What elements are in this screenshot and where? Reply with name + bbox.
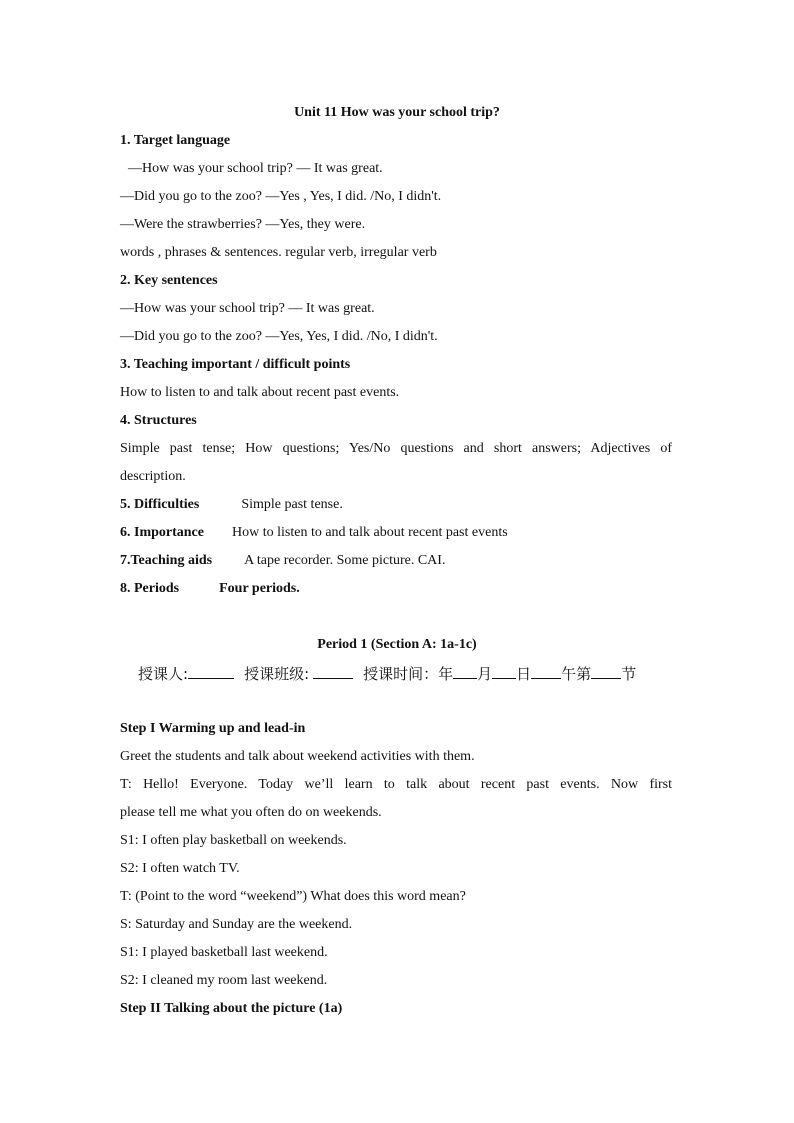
- text-line: S: Saturday and Sunday are the weekend.: [120, 917, 353, 932]
- section-heading: 1. Target language: [120, 133, 231, 148]
- class-blank: [313, 663, 353, 679]
- section-value: How to listen to and talk about recent past events: [232, 525, 508, 540]
- section-label: 5. Difficulties: [120, 497, 200, 512]
- section-heading: 4. Structures: [120, 413, 197, 428]
- text-line: —Were the strawberries? —Yes, they were.: [120, 217, 366, 232]
- section-label: 7.Teaching aids: [120, 553, 213, 568]
- section-label: 6. Importance: [120, 525, 204, 540]
- teacher-blank: [188, 663, 234, 679]
- section-heading: 2. Key sentences: [120, 273, 218, 288]
- session-label: 节: [621, 665, 637, 683]
- class-label: 授课班级:: [244, 665, 310, 683]
- difficulties-row: [120, 495, 343, 515]
- section-heading: 3. Teaching important / difficult points: [120, 357, 351, 372]
- section-value: A tape recorder. Some picture. CAI.: [244, 553, 446, 568]
- section-value: Simple past tense.: [241, 497, 343, 512]
- month-label: 月: [477, 665, 493, 683]
- noon-label: 午第: [561, 665, 592, 683]
- text-line: Greet the students and talk about weekend activities with them.: [120, 749, 475, 764]
- text-line: T: (Point to the word “weekend”) What does this word mean?: [120, 889, 466, 904]
- text-line: S2: I often watch TV.: [120, 861, 240, 876]
- step-heading: Step II Talking about the picture (1a): [120, 1001, 343, 1016]
- periods-row: [120, 579, 300, 599]
- importance-row: [120, 523, 508, 543]
- text-line: Simple past tense; How questions; Yes/No questions and short answers; Adjectives of: [120, 441, 672, 456]
- day-label: 日: [516, 665, 532, 683]
- teaching-aids-row: [120, 551, 445, 571]
- text-line: —How was your school trip? — It was great.: [120, 301, 375, 316]
- month-blank: [453, 663, 477, 679]
- text-line: S1: I played basketball last weekend.: [120, 945, 328, 960]
- teacher-label: 授课人:: [138, 665, 189, 683]
- text-line: S2: I cleaned my room last weekend.: [120, 973, 328, 988]
- day-blank: [492, 663, 516, 679]
- section-label: 8. Periods: [120, 581, 180, 596]
- text-line: words , phrases & sentences. regular verb, irregular verb: [120, 245, 437, 260]
- lesson-info-row: [138, 663, 636, 684]
- text-line: —Did you go to the zoo? —Yes, Yes, I did. /No, I didn't.: [120, 329, 438, 344]
- text-line: please tell me what you often do on weekends.: [120, 805, 382, 820]
- doc-title: Unit 11 How was your school trip?: [294, 105, 500, 120]
- step-heading: Step I Warming up and lead-in: [120, 721, 306, 736]
- text-line: —How was your school trip? — It was great.: [128, 161, 383, 176]
- session-blank: [591, 663, 621, 679]
- section-value: Four periods.: [219, 581, 300, 596]
- period-heading: Period 1 (Section A: 1a-1c): [317, 637, 477, 652]
- noon-blank: [531, 663, 561, 679]
- text-line: How to listen to and talk about recent past events.: [120, 385, 400, 400]
- text-line: —Did you go to the zoo? —Yes , Yes, I did. /No, I didn't.: [120, 189, 442, 204]
- text-line: description.: [120, 469, 186, 484]
- text-line: S1: I often play basketball on weekends.: [120, 833, 347, 848]
- time-label: 授课时间：年: [363, 665, 454, 683]
- text-line: T: Hello! Everyone. Today we’ll learn to talk about recent past events. Now first: [120, 777, 672, 792]
